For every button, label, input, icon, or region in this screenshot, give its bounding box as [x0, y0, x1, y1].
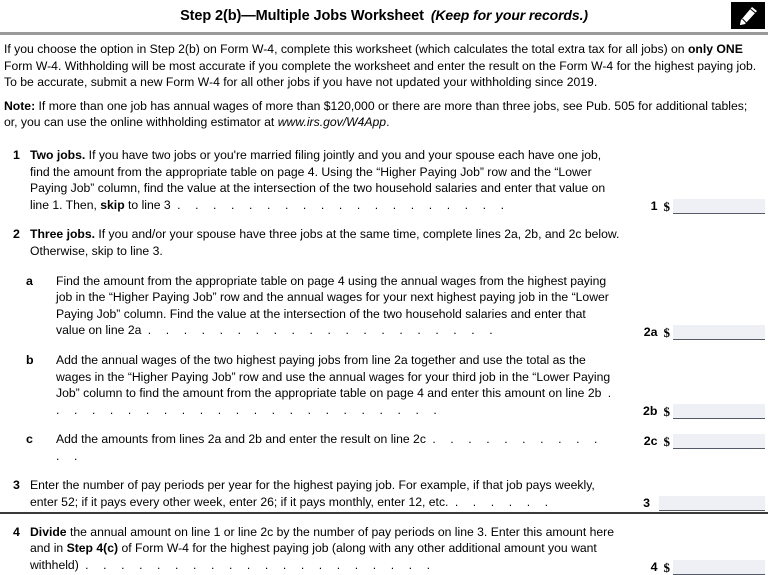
line-2b-currency-symbol: $ — [663, 403, 670, 419]
line-2b-dot-leader: . . . . . . . . . . . . . . . . . . . . . . . — [56, 386, 617, 417]
spacer — [0, 260, 768, 273]
footer-divider — [0, 512, 768, 514]
line-4-answer-label: 4 — [650, 559, 658, 574]
page-title-parenthetical: (Keep for your records.) — [430, 7, 588, 23]
line-1-bold-skip: skip — [100, 197, 125, 212]
spacer — [0, 138, 768, 147]
spacer — [0, 464, 768, 477]
line-2a-input[interactable] — [673, 325, 765, 340]
note-text-1: If more than one job has annual wages of more than $120,000 or there are more than three jobs, see Pub. 505 for additional tables; or, you can use the online withholding estimator at — [4, 98, 748, 130]
note-paragraph — [0, 91, 768, 131]
page-title-main: Step 2(b)—Multiple Jobs Worksheet — [180, 8, 424, 24]
line-2c-currency-symbol: $ — [663, 434, 670, 450]
line-number-3: 3 — [13, 478, 20, 493]
note-text-2: . — [386, 115, 390, 130]
pen-icon — [731, 2, 765, 29]
worksheet-line-3 — [0, 477, 768, 510]
line-2b-answer — [636, 402, 766, 419]
line-2-lead: Three jobs. — [30, 227, 96, 242]
line-2a-dot-leader: . . . . . . . . . . . . . . . . . . . . — [147, 323, 499, 338]
line-3-answer-label: 3 — [643, 496, 650, 511]
line-letter-c: c — [26, 432, 33, 447]
intro-paragraph — [0, 35, 768, 91]
line-3-answer — [628, 494, 765, 511]
line-4-text — [30, 524, 622, 574]
line-3-dot-leader: . . . . . . — [454, 495, 554, 510]
line-4-answer — [636, 558, 766, 575]
page-title — [180, 7, 588, 24]
page-header — [0, 0, 768, 31]
line-2c-answer — [636, 432, 766, 449]
line-4-body: the annual amount on line 1 or line 2c by the number of pay periods on line 3. Enter this amount here and in — [30, 524, 615, 556]
line-number-1: 1 — [13, 147, 20, 162]
line-3-body: Enter the number of pay periods per year for the highest paying job. For example, if that job pays weekly, enter 52; if it pays every other week, enter 26; if it pays monthly, enter 12, etc. — [30, 478, 595, 510]
worksheet-line-2a — [0, 273, 768, 339]
line-2b-input[interactable] — [673, 404, 765, 419]
line-number-4: 4 — [13, 524, 20, 539]
line-2a-body: Find the amount from the appropriate table on page 4 using the annual wages from the highest paying job in the “Higher Paying Job” row and the annual wages for your next highest paying job in the “Lower Paying Job” column. Find the value at the intersection of the two household salaries and enter that value on line 2a — [56, 273, 609, 338]
intro-text-1: If you choose the option in Step 2(b) on Form W-4, complete this worksheet (which calculates the total extra tax for all jobs) on — [4, 42, 688, 56]
line-4-bold-step4c: Step 4(c) — [66, 541, 119, 556]
line-letter-b: b — [26, 352, 34, 367]
line-1-input[interactable] — [673, 199, 765, 214]
worksheet-line-2 — [0, 226, 768, 259]
spacer — [0, 213, 768, 226]
line-2c-answer-label: 2c — [643, 434, 658, 449]
line-2a-currency-symbol: $ — [663, 324, 670, 340]
line-2a-answer — [636, 323, 766, 340]
line-4-dot-leader: . . . . . . . . . . . . . . . . . . . . — [85, 557, 436, 572]
irs-estimator-link[interactable]: www.irs.gov/W4App — [277, 115, 387, 130]
line-4-input[interactable] — [673, 560, 765, 575]
line-1-tail: to line 3 — [124, 197, 175, 212]
line-2c-text — [56, 431, 620, 464]
line-1-text — [30, 147, 622, 213]
line-2-text — [30, 226, 622, 259]
line-2c-dot-leader: . . . . . . . . . . . . — [56, 432, 604, 463]
line-1-answer-label: 1 — [650, 198, 658, 213]
line-4-currency-symbol: $ — [663, 559, 670, 575]
worksheet-line-2c — [0, 431, 768, 464]
worksheet-lines — [0, 138, 768, 573]
line-2b-text — [56, 352, 620, 418]
line-2b-answer-label: 2b — [643, 403, 658, 418]
spacer — [0, 418, 768, 431]
line-2a-text — [56, 273, 620, 339]
line-2c-input[interactable] — [673, 434, 765, 449]
intro-text-3: Form W-4. Withholding will be most accurate if you complete the worksheet and enter the result on the Form W-4 for the highest paying job. To be accurate, submit a new Form W-4 for all other jobs if you have not updated your withholding since 2019. — [4, 58, 757, 90]
note-label: Note: — [4, 98, 36, 113]
worksheet-line-1 — [0, 147, 768, 213]
line-1-currency-symbol: $ — [663, 198, 670, 214]
line-4-tail: of Form W-4 for the highest paying job (along with any other additional amount you want withheld) — [30, 541, 597, 572]
worksheet-line-4 — [0, 524, 768, 574]
intro-bold-only: only — [687, 42, 714, 56]
line-3-text — [30, 477, 622, 510]
line-number-2: 2 — [13, 227, 20, 242]
line-2a-answer-label: 2a — [643, 324, 658, 339]
line-2b-body: Add the annual wages of the two highest paying jobs from line 2a together and use the total as the wages in the “Higher Paying Job” row and use the annual wages for your third job in the “Lower Paying Job” column to find the amount from the appropriate table on page 4 and enter this amount on line 2b — [56, 352, 611, 401]
line-letter-a: a — [26, 273, 33, 288]
line-1-lead: Two jobs. — [30, 147, 86, 162]
line-2c-body: Add the amounts from lines 2a and 2b and enter the result on line 2c — [56, 432, 430, 447]
line-2-body: If you and/or your spouse have three jobs at the same time, complete lines 2a, 2b, and 2c below. Otherwise, skip to line 3. — [30, 227, 620, 258]
line-1-dot-leader: . . . . . . . . . . . . . . . . . . . — [177, 197, 510, 212]
line-1-body: If you have two jobs or you're married filing jointly and you and your spouse each have one job, find the amount from the appropriate table on page 4. Using the “Higher Paying Job” row and the “Lower Paying Job” column, find the value at the intersection of the two household salaries and enter that value on line 1. Then, — [30, 147, 606, 212]
line-4-lead: Divide — [30, 524, 67, 539]
intro-bold-one: ONE — [716, 42, 743, 56]
spacer — [0, 339, 768, 352]
line-1-answer — [636, 197, 766, 214]
line-3-input[interactable] — [659, 496, 765, 511]
worksheet-line-2b — [0, 352, 768, 418]
